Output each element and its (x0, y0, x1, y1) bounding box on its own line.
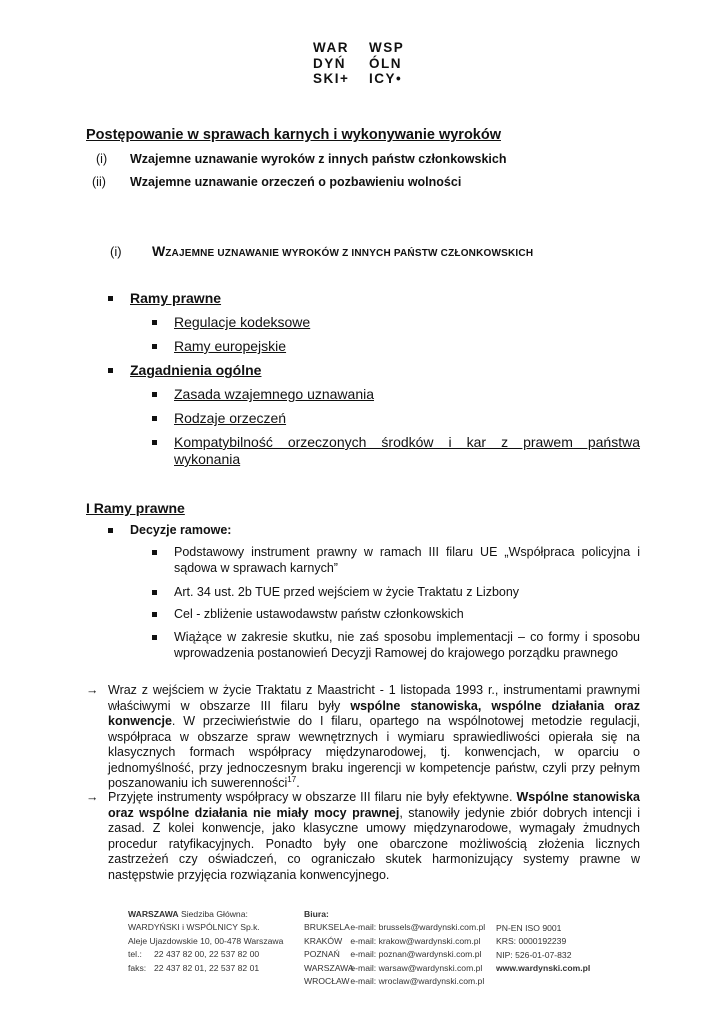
bullet-square-icon (152, 590, 157, 595)
logo-left-text: WAR DYŃ SKI+ (313, 40, 350, 86)
outline-item-kompat[interactable]: Kompatybilność orzeczonych środków i kar z prawem państwa wykonania (152, 434, 640, 470)
company-logo (313, 40, 423, 92)
bullet-square-icon (152, 550, 157, 555)
section-i-heading (110, 243, 533, 259)
section-heading-ramy: I Ramy prawne (86, 500, 185, 516)
section-label: (i) (110, 244, 122, 259)
website-link[interactable]: www.wardynski.com.pl (496, 963, 591, 974)
bullet-square-icon (152, 392, 157, 397)
footer-registry: PN-EN ISO 9001 KRS: 0000192239 NIP: 526-01-07-832 www.wardynski.com.pl (496, 922, 590, 976)
footer-offices: Biura: BRUKSELA e-mail: brussels@wardynski.com.pl KRAKÓW e-mail: krakow@wardynski.com.pl POZNAŃ e-mail: poznan@wardynski.com.pl WARSZAWA e-mail: warsaw@wardynski.com.pl WROCŁAW e-mail: wroclaw@wardynski.com.pl (304, 909, 486, 987)
toc-item-1 (96, 152, 506, 166)
toc-num: (ii) (92, 175, 106, 189)
arrow-right-icon: → (86, 790, 99, 804)
paragraph-text: Wraz z wejściem w życie Traktatu z Maastricht - 1 listopada 1993 r., instrumentami prawnymi właściwymi w obszarze III filaru były wspólne stanowiska, wspólne działania oraz konwencje. W przeciwieństwie do I filaru, opartego na wspólnotowej metodzie regulacji, współpraca w obszarze spraw wewnętrznych i wymiaru sprawiedliwości opierała się na klasycznych formach współpracy międzynarodowej, tj. konwencjach, w oparciu o jednomyślność, przy jednoczesnym braku ingerencji w kompetencje państw, czyli przy pełnym poszanowaniu ich suwerenności$^{17}$. (108, 683, 641, 790)
section-title-rest: ZAJEMNE UZNAWANIE WYROKÓW Z INNYCH PAŃSTW CZŁONKOWSKICH (165, 248, 534, 259)
arrow-right-icon: → (86, 683, 99, 697)
bullet-square-icon (152, 440, 157, 445)
paragraph-maastricht (86, 683, 640, 793)
bullet-square-icon (152, 612, 157, 617)
paragraph-text: Przyjęte instrumenty współpracy w obszarze III filaru nie były efektywne. Wspólne stanowiska oraz wspólne działania nie miały mocy prawnej, stanowiły jedynie zbiór dobrych intencji i zasad. Z kolei konwencje, jako klasyczne umowy międzynarodowe, wymagały żmudnych procedur ratyfikacyjnych. Ponadto były one obarczone możliwością złożenia licznych zastrzeżeń czy oświadczeń, co ograniczało skutek harmonizujący systemy prawne w następstwie przyjęcia rozwiązania konwencyjnego. (108, 790, 640, 882)
bullet-square-icon (108, 368, 113, 373)
footer-hq: WARSZAWA Siedziba Główna: WARDYŃSKI i WSPÓLNICY Sp.k. Aleje Ujazdowskie 10, 00-478 Warszawa tel.: 22 437 82 00, 22 537 82 00 faks: 22 437 82 01, 22 537 82 01 (128, 909, 284, 973)
bullet-square-icon (108, 528, 113, 533)
bullet-square-icon (152, 320, 157, 325)
toc-num: (i) (96, 152, 108, 166)
toc-item-2 (92, 175, 461, 189)
toc-text: Wzajemne uznawanie wyroków z innych państw członkowskich (130, 152, 507, 166)
paragraph-instrumenty (86, 790, 640, 885)
sub-point: Wiążące w zakresie skutku, nie zaś sposobu implementacji – co formy i sposobu wprowadzenia postanowień Decyzji Ramowej do krajowego porządku prawnego (152, 630, 640, 678)
logo-right-text: WSP ÓLN ICY• (369, 40, 405, 86)
bullet-square-icon (152, 416, 157, 421)
document-title: Postępowanie w sprawach karnych i wykonywanie wyroków (86, 127, 501, 143)
bullet-square-icon (152, 635, 157, 640)
section-first-letter: W (152, 243, 166, 259)
sub-point: Podstawowy instrument prawny w ramach III filaru UE „Współpraca policyjna i sądowa w sprawach karnych” (152, 545, 640, 577)
toc-text: Wzajemne uznawanie orzeczeń o pozbawieniu wolności (130, 175, 462, 189)
bullet-square-icon (152, 344, 157, 349)
bullet-square-icon (108, 296, 113, 301)
